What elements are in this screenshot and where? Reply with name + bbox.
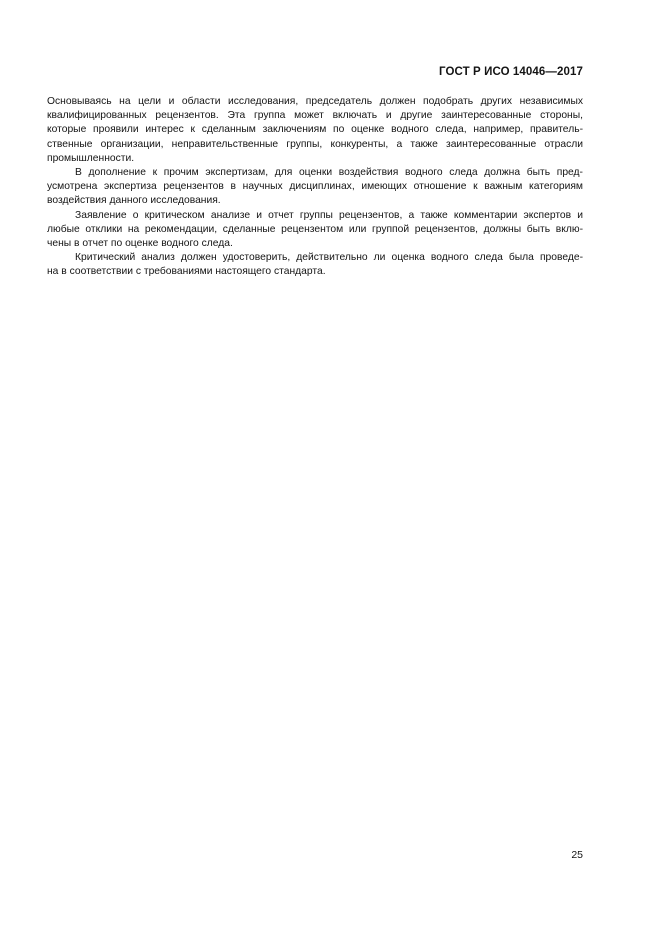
text-line: которые проявили интерес к сделанным заключениям по оценке водного следа, например, правитель- <box>47 124 583 136</box>
text-line: Критический анализ должен удостоверить, действительно ли оценка водного следа была проведе- <box>75 252 583 264</box>
text-line: промышленности. <box>47 152 135 164</box>
text-line: ственные организации, неправительственные группы, конкуренты, а также заинтересованные отрасли <box>47 138 583 150</box>
paragraph-4 <box>47 251 583 279</box>
text-line: Заявление о критическом анализе и отчет группы рецензентов, а также комментарии экспертов и <box>75 209 583 221</box>
text-line: воздействия данного исследования. <box>47 195 221 207</box>
paragraph-3 <box>47 209 583 252</box>
text-line: Основываясь на цели и области исследования, председатель должен подобрать других независимых <box>47 96 583 107</box>
text-line: В дополнение к прочим экспертизам, для оценки воздействия водного следа должна быть пред- <box>75 166 583 178</box>
paragraph-1 <box>47 95 583 166</box>
paragraph-2 <box>47 166 583 209</box>
document-body <box>47 95 583 279</box>
text-line: квалифицированных рецензентов. Эта группа может включать и другие заинтересованные стороны, <box>47 110 583 122</box>
document-header: ГОСТ Р ИСО 14046—2017 <box>438 66 583 78</box>
page-number: 25 <box>571 849 583 861</box>
text-line: любые отклики на рекомендации, сделанные рецензентом или группой рецензентов, должны быть вклю- <box>47 223 583 235</box>
text-line: усмотрена экспертиза рецензентов в научных дисциплинах, имеющих отношение к важным категориям <box>47 181 583 193</box>
text-line: чены в отчет по оценке водного следа. <box>47 237 233 249</box>
text-line: на в соответствии с требованиями настоящего стандарта. <box>47 266 326 278</box>
